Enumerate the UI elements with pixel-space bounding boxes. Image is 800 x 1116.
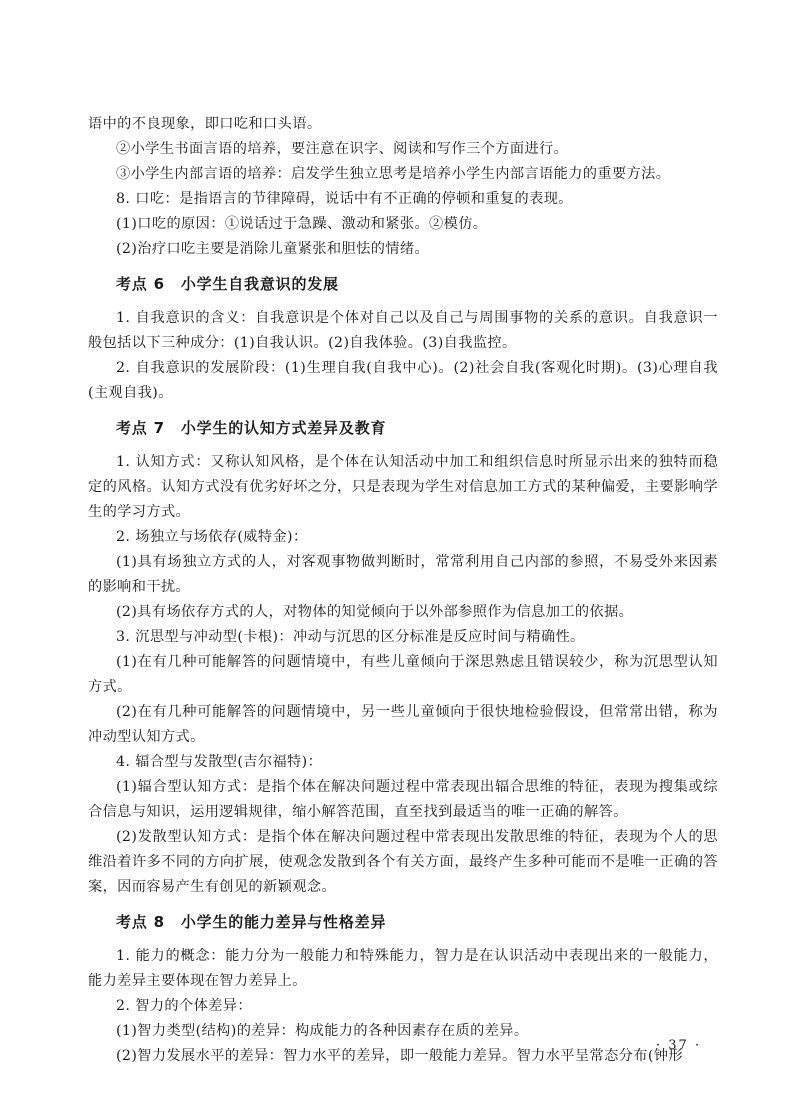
paragraph: (1)具有场独立方式的人，对客观事物做判断时，常常利用自己内部的参照，不易受外来因素的影响和干扰。: [88, 554, 718, 595]
paragraph: (1)在有几种可能解答的问题情境中，有些儿童倾向于深思熟虑且错误较少，称为沉思型认知方式。: [88, 654, 718, 695]
paragraph: 2. 智力的个体差异：: [116, 998, 252, 1014]
section-number: 考点 7: [116, 419, 165, 437]
paragraph: (1)辐合型认知方式：是指个体在解决问题过程中常表现出辐合思维的特征，表现为搜集或综合信息与知识，运用逻辑规律，缩小解答范围，直至找到最适当的唯一正确的解答。: [88, 779, 718, 820]
paragraph: 4. 辐合型与发散型(吉尔福特)：: [116, 754, 323, 770]
paragraph: (2)在有几种可能解答的问题情境中，另一些儿童倾向于很快地检验假设，但常常出错，称为冲动型认知方式。: [88, 704, 718, 745]
paragraph: 2. 自我意识的发展阶段：(1)生理自我(自我中心)。(2)社会自我(客观化时期)。(3)心理自我(主观自我)。: [88, 360, 718, 401]
page-number: · 37 ·: [656, 1038, 702, 1053]
paragraph: (2)智力发展水平的差异：智力水平的差异，即一般能力差异。智力水平呈常态分布(钟形: [116, 1048, 683, 1064]
paragraph: 1. 认知方式：又称认知风格，是个体在认知活动中加工和组织信息时所显示出来的独特而稳定的风格。认知方式没有优劣好坏之分，只是表现为学生对信息加工方式的某种偏爱，主要影响学生的学习方式。: [88, 454, 718, 520]
paragraph: (2)治疗口吃主要是消除儿童紧张和胆怯的情绪。: [116, 241, 430, 257]
paragraph: (2)发散型认知方式：是指个体在解决问题过程中常表现出发散思维的特征，表现为个人的思维沿着许多不同的方向扩展，使观念发散到各个有关方面，最终产生多种可能而不是唯一正确的答案，因而容易产生有创见的新颖观念。: [88, 829, 718, 895]
paragraph: (1)智力类型(结构)的差异：构成能力的各种因素存在质的差异。: [116, 1023, 529, 1039]
section-heading: [116, 415, 718, 441]
section-heading: [116, 271, 718, 297]
section-heading: [116, 909, 718, 935]
page-body: [88, 112, 718, 1069]
section-number: 考点 6: [116, 275, 165, 293]
paragraph: ②小学生书面言语的培养，要注意在识字、阅读和写作三个方面进行。: [116, 141, 569, 157]
paragraph: 8. 口吃：是指语言的节律障碍，说话中有不正确的停顿和重复的表现。: [116, 191, 573, 207]
paragraph: 语中的不良现象，即口吃和口头语。: [88, 116, 322, 132]
paragraph: 1. 能力的概念：能力分为一般能力和特殊能力，智力是在认识活动中表现出来的一般能力，能力差异主要体现在智力差异上。: [88, 948, 718, 989]
paragraph: 1. 自我意识的含义：自我意识是个体对自己以及自己与周围事物的关系的意识。自我意识一般包括以下三种成分：(1)自我认识。(2)自我体验。(3)自我监控。: [88, 310, 718, 351]
paragraph: ③小学生内部言语的培养：启发学生独立思考是培养小学生内部言语能力的重要方法。: [116, 166, 671, 182]
section-title: 小学生的能力差异与性格差异: [180, 913, 387, 931]
paragraph: 3. 沉思型与冲动型(卡根)：冲动与沉思的区分标准是反应时间与精确性。: [116, 629, 585, 645]
section-title: 小学生自我意识的发展: [180, 275, 339, 293]
paragraph: 2. 场独立与场依存(威特金)：: [116, 529, 308, 545]
paragraph: (2)具有场依存方式的人，对物体的知觉倾向于以外部参照作为信息加工的依据。: [116, 604, 634, 620]
section-number: 考点 8: [116, 913, 165, 931]
paragraph: (1)口吃的原因：①说话过于急躁、激动和紧张。②模仿。: [116, 216, 488, 232]
section-title: 小学生的认知方式差异及教育: [180, 419, 387, 437]
